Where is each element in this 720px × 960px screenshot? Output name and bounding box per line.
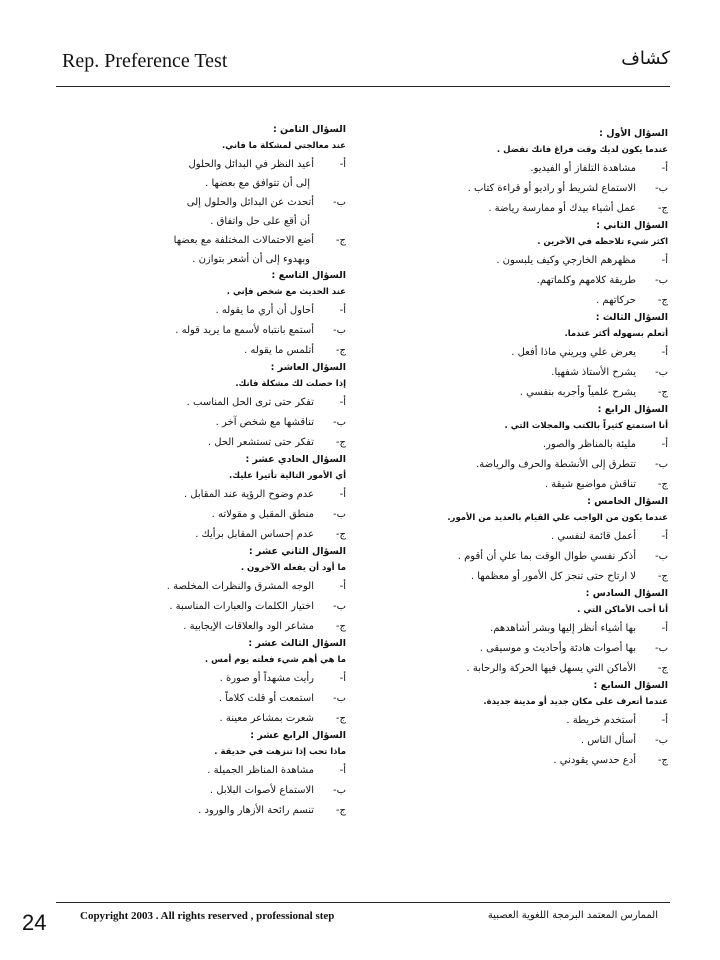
option-letter: ج- bbox=[335, 621, 346, 632]
question-stem: إذا حصلت لك مشكلة فانك. bbox=[235, 379, 346, 389]
answer-option bbox=[60, 669, 346, 689]
questions-column-right bbox=[378, 127, 668, 771]
option-letter: ج- bbox=[657, 479, 668, 490]
option-text: الأماكن التي يسهل فيها الحركة والرحابة . bbox=[466, 663, 636, 674]
option-text: يشرح الأستاذ شفهيا. bbox=[551, 367, 636, 378]
answer-option bbox=[60, 193, 346, 213]
question-stem: أي الأمور التالية تأثيرا عليك. bbox=[229, 471, 346, 481]
question-title: السؤال الثامن : bbox=[272, 124, 346, 135]
option-letter: ب- bbox=[654, 735, 668, 746]
answer-option bbox=[378, 159, 668, 179]
option-letter: ج- bbox=[657, 571, 668, 582]
header-divider bbox=[56, 86, 670, 87]
question-stem: ما أود أن يفعله الآخرون . bbox=[240, 563, 346, 573]
option-text: يعرض علي ويريني ماذا أفعل . bbox=[511, 347, 636, 358]
option-text: مشاهدة التلفاز أو الفيديو. bbox=[530, 163, 636, 174]
answer-option bbox=[378, 567, 668, 587]
option-letter: ب- bbox=[332, 693, 346, 704]
option-text: منطق المقبل و مقولاته . bbox=[211, 509, 314, 520]
option-text-continuation: وبهدوء إلى أن أشعر بتوازن . bbox=[192, 254, 310, 265]
option-text: حركاتهم . bbox=[596, 295, 636, 306]
answer-option bbox=[60, 433, 346, 453]
option-text: تناقش مواضيع شيقة . bbox=[544, 479, 636, 490]
question-stem: عند معالجتي لمشكلة ما فاني. bbox=[221, 141, 346, 151]
option-letter: ب- bbox=[654, 275, 668, 286]
question-title: السؤال الثاني عشر : bbox=[248, 546, 346, 557]
option-letter: ج- bbox=[657, 295, 668, 306]
answer-option bbox=[60, 393, 346, 413]
option-text: تفكر حتى تستشعر الحل . bbox=[207, 437, 314, 448]
option-letter: أ- bbox=[339, 159, 346, 170]
option-letter: أ- bbox=[661, 531, 668, 542]
option-letter: أ- bbox=[661, 347, 668, 358]
option-letter: ب- bbox=[654, 459, 668, 470]
option-text: أتلمس ما يقوله . bbox=[244, 345, 314, 356]
option-text: مليئة بالمناظر والصور. bbox=[542, 439, 636, 450]
question-block bbox=[378, 679, 668, 771]
option-text: أذكر نفسي طوال الوقت بما علي أن أقوم . bbox=[457, 551, 636, 562]
option-letter: ج- bbox=[335, 235, 346, 246]
question-stem: أتعلم بسهوله أكثر عندما. bbox=[564, 329, 668, 339]
question-title: السؤال السادس : bbox=[585, 588, 668, 599]
answer-option bbox=[60, 761, 346, 781]
option-letter: ج- bbox=[335, 805, 346, 816]
question-block bbox=[378, 495, 668, 587]
question-title: السؤال الأول : bbox=[599, 128, 668, 139]
option-text: اختيار الكلمات والعبارات المناسبة . bbox=[169, 601, 314, 612]
option-text: أدع حدسي يقودني . bbox=[553, 755, 636, 766]
option-letter: ج- bbox=[335, 345, 346, 356]
question-stem: عندما يكون من الواجب علي القيام بالعديد من الأمور. bbox=[447, 513, 668, 523]
answer-option bbox=[378, 271, 668, 291]
option-letter: أ- bbox=[661, 439, 668, 450]
question-stem: أنا استمتع كثيراً بالكتب والمجلات التي . bbox=[504, 421, 668, 431]
question-title: السؤال العاشر : bbox=[270, 362, 346, 373]
answer-option bbox=[378, 363, 668, 383]
option-text: أضع الاحتمالات المختلفة مع بعضها bbox=[173, 235, 314, 246]
option-letter: أ- bbox=[339, 765, 346, 776]
question-block bbox=[60, 453, 346, 545]
question-title: السؤال الرابع : bbox=[597, 404, 668, 415]
answer-option bbox=[60, 577, 346, 597]
option-letter: أ- bbox=[661, 255, 668, 266]
option-letter: ب- bbox=[654, 643, 668, 654]
option-letter: ب- bbox=[332, 785, 346, 796]
answer-option bbox=[378, 619, 668, 639]
question-block bbox=[60, 361, 346, 453]
answer-option bbox=[60, 525, 346, 545]
option-text: الاستماع لشريط أو راديو أو قراءة كتاب . bbox=[467, 183, 636, 194]
page-number: 24 bbox=[22, 910, 47, 935]
option-text: تناقشها مع شخص آخر . bbox=[215, 417, 314, 428]
answer-option bbox=[60, 689, 346, 709]
option-text: بها أصوات هادئة وأحاديث و موسيقى . bbox=[479, 643, 636, 654]
option-text: رأيت مشهداً أو صورة . bbox=[219, 673, 314, 684]
question-stem: عندما يكون لديك وقت فراغ فانك تفضل . bbox=[496, 145, 668, 155]
option-text: بها أشياء أنظر إليها وبشر أشاهدهم. bbox=[490, 623, 636, 634]
option-letter: ج- bbox=[335, 437, 346, 448]
answer-option bbox=[378, 179, 668, 199]
answer-option bbox=[378, 343, 668, 363]
option-text: تنسم رائحة الأزهار والورود . bbox=[198, 805, 314, 816]
answer-option bbox=[60, 505, 346, 525]
question-stem: أنا أحب الأماكن التي . bbox=[577, 605, 668, 615]
question-title: السؤال الثالث : bbox=[595, 312, 668, 323]
option-text: لا ارتاح حتى تنجز كل الأمور أو معظمها . bbox=[470, 571, 636, 582]
answer-option bbox=[60, 231, 346, 251]
question-block bbox=[378, 311, 668, 403]
option-text: طريقة كلامهم وكلماتهم. bbox=[536, 275, 636, 286]
option-text: أعمل قائمة لنفسي . bbox=[551, 531, 636, 542]
question-block bbox=[60, 269, 346, 361]
option-text: أسأل الناس . bbox=[580, 735, 636, 746]
option-letter: ج- bbox=[657, 663, 668, 674]
option-text: يشرح علمياً وأجربه بنفسي . bbox=[519, 387, 636, 398]
answer-option bbox=[378, 547, 668, 567]
option-letter: ب- bbox=[332, 197, 346, 208]
answer-option bbox=[378, 711, 668, 731]
answer-option bbox=[60, 321, 346, 341]
questions-column-left bbox=[60, 123, 346, 821]
answer-option bbox=[60, 413, 346, 433]
question-block bbox=[60, 123, 346, 269]
question-block bbox=[60, 637, 346, 729]
option-letter: ب- bbox=[332, 601, 346, 612]
option-text-continuation: أن أقع على حل واتفاق . bbox=[210, 216, 310, 227]
option-text: أستخدم خريطة . bbox=[566, 715, 636, 726]
option-text: الاستماع لأصوات البلابل . bbox=[209, 785, 314, 796]
answer-option bbox=[378, 639, 668, 659]
question-title: السؤال الثالث عشر : bbox=[248, 638, 346, 649]
option-letter: أ- bbox=[339, 397, 346, 408]
answer-option bbox=[378, 435, 668, 455]
option-letter: أ- bbox=[339, 489, 346, 500]
question-title: السؤال الثاني : bbox=[596, 220, 668, 231]
question-title: السؤال السابع : bbox=[593, 680, 668, 691]
option-text: استمعت أو قلت كلاماً . bbox=[218, 693, 314, 704]
question-title: السؤال التاسع : bbox=[271, 270, 346, 281]
answer-option bbox=[60, 485, 346, 505]
option-letter: أ- bbox=[339, 673, 346, 684]
question-block bbox=[378, 403, 668, 495]
answer-option bbox=[60, 617, 346, 637]
option-text: الوجه المشرق والنظرات المخلصة . bbox=[166, 581, 314, 592]
option-text: شعرت بمشاعر معينة . bbox=[219, 713, 314, 724]
option-text: أعيد النظر في البدائل والحلول bbox=[188, 159, 314, 170]
answer-option bbox=[378, 199, 668, 219]
answer-option bbox=[378, 659, 668, 679]
option-letter: ب- bbox=[332, 417, 346, 428]
option-letter: ج- bbox=[335, 529, 346, 540]
option-letter: أ- bbox=[339, 305, 346, 316]
option-text: عدم وضوح الرؤية عند المقابل . bbox=[183, 489, 314, 500]
option-letter: ب- bbox=[654, 183, 668, 194]
answer-option bbox=[60, 597, 346, 617]
answer-option bbox=[378, 251, 668, 271]
option-text-continuation: إلى أن تتوافق مع بعضها . bbox=[205, 178, 310, 189]
option-text: مظهرهم الخارجي وكيف يلبسون . bbox=[496, 255, 636, 266]
option-letter: ج- bbox=[335, 713, 346, 724]
page-header bbox=[56, 46, 670, 80]
answer-option bbox=[60, 781, 346, 801]
answer-option bbox=[60, 155, 346, 175]
question-block bbox=[378, 219, 668, 311]
option-text: مشاعر الود والعلاقات الإيجابية . bbox=[183, 621, 314, 632]
option-letter: ب- bbox=[332, 325, 346, 336]
page-title: Rep. Preference Test bbox=[62, 50, 228, 72]
option-text: أتحدث عن البدائل والحلول إلى bbox=[186, 197, 314, 208]
question-stem: عندما أتعرف على مكان جديد أو مدينة جديدة. bbox=[483, 697, 668, 707]
option-letter: أ- bbox=[661, 623, 668, 634]
answer-option bbox=[378, 475, 668, 495]
footer-divider bbox=[56, 902, 670, 903]
option-letter: ب- bbox=[654, 367, 668, 378]
answer-option bbox=[378, 731, 668, 751]
question-block bbox=[60, 545, 346, 637]
brand-label: كشاف bbox=[621, 48, 670, 69]
option-letter: ج- bbox=[657, 387, 668, 398]
answer-option bbox=[378, 383, 668, 403]
question-title: السؤال الحادي عشر : bbox=[245, 454, 346, 465]
answer-option bbox=[378, 751, 668, 771]
option-text: أستمع بانتباه لأسمع ما يريد قوله . bbox=[175, 325, 314, 336]
option-letter: ج- bbox=[657, 203, 668, 214]
question-block bbox=[378, 127, 668, 219]
question-stem: عند الحديث مع شخص فإني . bbox=[226, 287, 346, 297]
question-title: السؤال الخامس : bbox=[587, 496, 668, 507]
question-stem: ماذا تحب إذا تنزهت في حديقة . bbox=[214, 747, 346, 757]
option-text: عدم إحساس المقابل برأيك . bbox=[195, 529, 314, 540]
option-text: تتطرق إلى الأنشطة والحرف والرياضة. bbox=[476, 459, 636, 470]
option-text: أحاول أن أري ما يقوله . bbox=[215, 305, 314, 316]
answer-option bbox=[60, 801, 346, 821]
answer-option bbox=[378, 291, 668, 311]
question-block bbox=[60, 729, 346, 821]
option-letter: ج- bbox=[657, 755, 668, 766]
footer-arabic-text: الممارس المعتمد البرمجة اللغوية العصبية bbox=[487, 910, 658, 921]
question-stem: ما هي أهم شيء فعلته يوم أمس . bbox=[204, 655, 346, 665]
question-block bbox=[378, 587, 668, 679]
option-letter: أ- bbox=[661, 715, 668, 726]
answer-option bbox=[378, 455, 668, 475]
question-title: السؤال الرابع عشر : bbox=[250, 730, 346, 741]
option-letter: أ- bbox=[661, 163, 668, 174]
option-text: عمل أشياء بيدك أو ممارسة رياضة . bbox=[488, 203, 636, 214]
question-stem: اكثر شيء تلاحظه في الآخرين . bbox=[537, 237, 668, 247]
option-text: مشاهدة المناظر الجميلة . bbox=[207, 765, 314, 776]
option-text: تفكر حتى ترى الحل المناسب . bbox=[186, 397, 314, 408]
option-letter: ب- bbox=[332, 509, 346, 520]
answer-option bbox=[60, 709, 346, 729]
answer-option bbox=[60, 301, 346, 321]
option-letter: أ- bbox=[339, 581, 346, 592]
answer-option bbox=[60, 341, 346, 361]
option-letter: ب- bbox=[654, 551, 668, 562]
answer-option bbox=[378, 527, 668, 547]
copyright-text: Copyright 2003 . All rights reserved , professional step bbox=[80, 910, 335, 922]
